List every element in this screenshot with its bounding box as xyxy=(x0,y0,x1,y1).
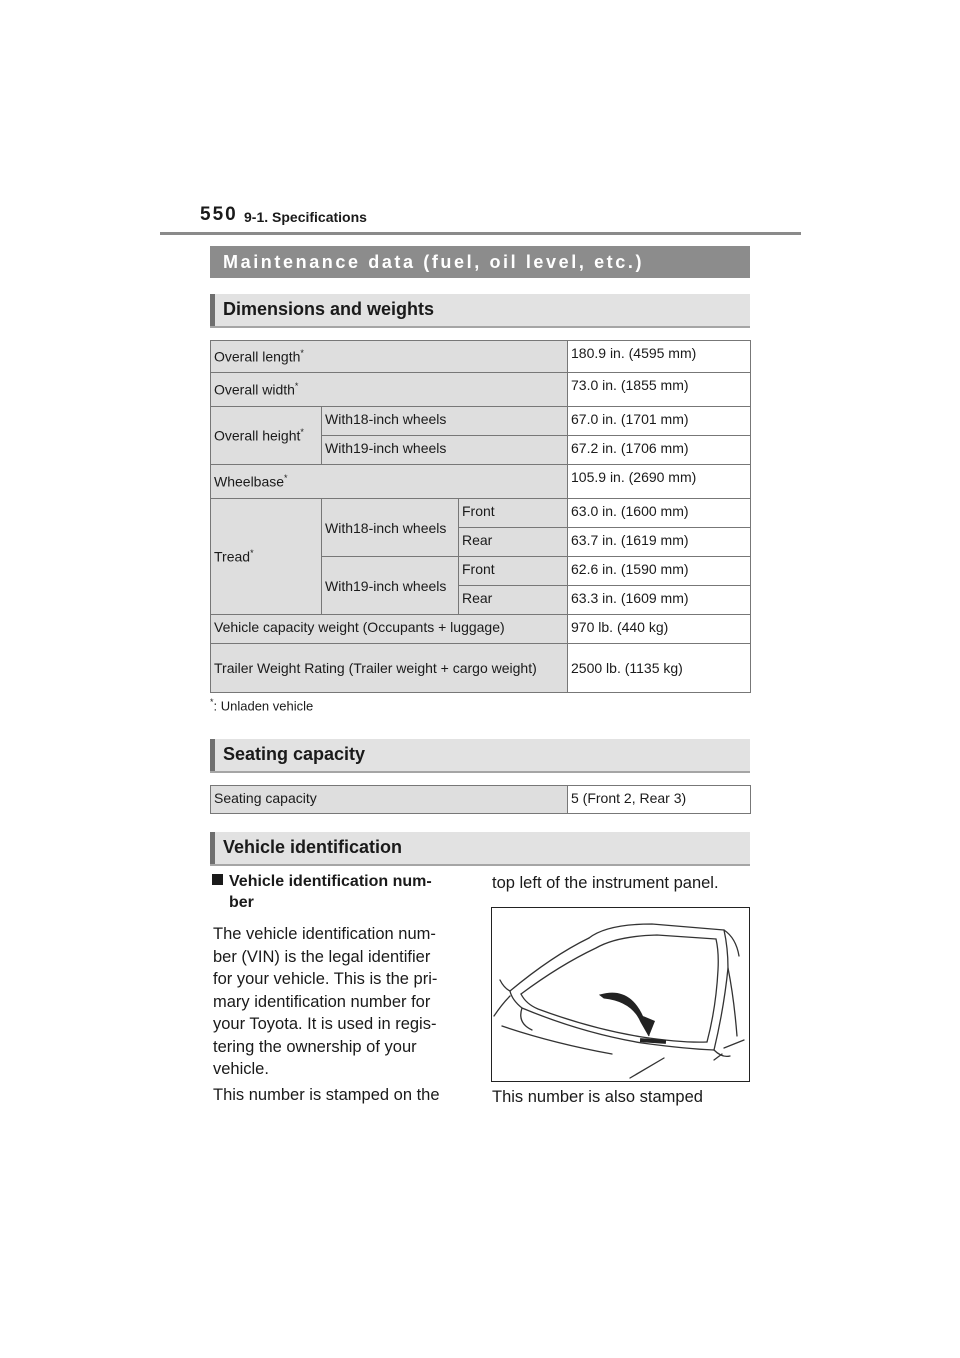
overall-height-label: Overall height* xyxy=(211,407,322,465)
overall-width-value: 73.0 in. (1855 mm) xyxy=(568,373,751,407)
table-row xyxy=(211,499,751,528)
vin-stamp-text: This number is stamped on the xyxy=(213,1086,440,1104)
vin-description: The vehicle identification num- ber (VIN) is the legal identifier for your vehicle. This is the pri- mary identification number for your Toyota. It is used in regis- tering the ownership of your vehicle. xyxy=(213,925,438,1078)
tread-18-rear-value: 63.7 in. (1619 mm) xyxy=(568,528,751,557)
tread-18-label: With18-inch wheels xyxy=(322,499,459,557)
trailer-rating-label: Trailer Weight Rating (Trailer weight + cargo weight) xyxy=(211,644,568,693)
capacity-weight-value: 970 lb. (440 kg) xyxy=(568,615,751,644)
table-row xyxy=(211,615,751,644)
square-bullet-icon xyxy=(212,874,223,885)
trailer-rating-value: 2500 lb. (1135 kg) xyxy=(568,644,751,693)
vin-also-stamped-text: This number is also stamped xyxy=(492,1088,703,1106)
overall-width-label: Overall width* xyxy=(211,373,568,407)
tread-18-front-value: 63.0 in. (1600 mm) xyxy=(568,499,751,528)
main-title-bar xyxy=(210,246,750,278)
vehicle-id-heading: Vehicle identification xyxy=(223,837,403,857)
overall-length-value: 180.9 in. (4595 mm) xyxy=(568,341,751,373)
table-row xyxy=(211,644,751,693)
tread-19-rear-value: 63.3 in. (1609 mm) xyxy=(568,586,751,615)
vin-subheading: Vehicle identification num- ber xyxy=(212,871,432,913)
tread-19-rear-label: Rear xyxy=(459,586,568,615)
seating-label: Seating capacity xyxy=(211,786,568,814)
tread-18-front-label: Front xyxy=(459,499,568,528)
table-row xyxy=(211,341,751,373)
tread-19-front-value: 62.6 in. (1590 mm) xyxy=(568,557,751,586)
wheelbase-label: Wheelbase* xyxy=(211,465,568,499)
table-row xyxy=(211,786,751,814)
tread-19-front-label: Front xyxy=(459,557,568,586)
vin-location-text: top left of the instrument panel. xyxy=(492,874,719,892)
height-18-value: 67.0 in. (1701 mm) xyxy=(568,407,751,436)
seating-heading-bar xyxy=(210,739,750,773)
tread-18-rear-label: Rear xyxy=(459,528,568,557)
tread-19-label: With19-inch wheels xyxy=(322,557,459,615)
windshield-illustration xyxy=(492,908,749,1081)
main-title: Maintenance data (fuel, oil level, etc.) xyxy=(223,252,645,272)
page-number: 550 xyxy=(200,204,238,225)
footnote: *: Unladen vehicle xyxy=(210,697,314,714)
height-19-label: With19-inch wheels xyxy=(322,436,568,465)
tread-label: Tread* xyxy=(211,499,322,615)
wheelbase-value: 105.9 in. (2690 mm) xyxy=(568,465,751,499)
section-title: 9-1. Specifications xyxy=(244,209,367,225)
vehicle-id-heading-bar xyxy=(210,832,750,866)
capacity-weight-label: Vehicle capacity weight (Occupants + luggage) xyxy=(211,615,568,644)
dimensions-heading: Dimensions and weights xyxy=(223,299,435,319)
vin-location-illustration xyxy=(491,907,750,1082)
height-18-label: With18-inch wheels xyxy=(322,407,568,436)
header-rule xyxy=(160,232,801,235)
seating-table xyxy=(210,785,751,814)
table-row xyxy=(211,407,751,436)
table-row xyxy=(211,465,751,499)
dimensions-table xyxy=(210,340,751,693)
table-row xyxy=(211,373,751,407)
seating-heading: Seating capacity xyxy=(223,744,366,764)
height-19-value: 67.2 in. (1706 mm) xyxy=(568,436,751,465)
overall-length-label: Overall length* xyxy=(211,341,568,373)
seating-value: 5 (Front 2, Rear 3) xyxy=(568,786,751,814)
dimensions-heading-bar xyxy=(210,294,750,328)
